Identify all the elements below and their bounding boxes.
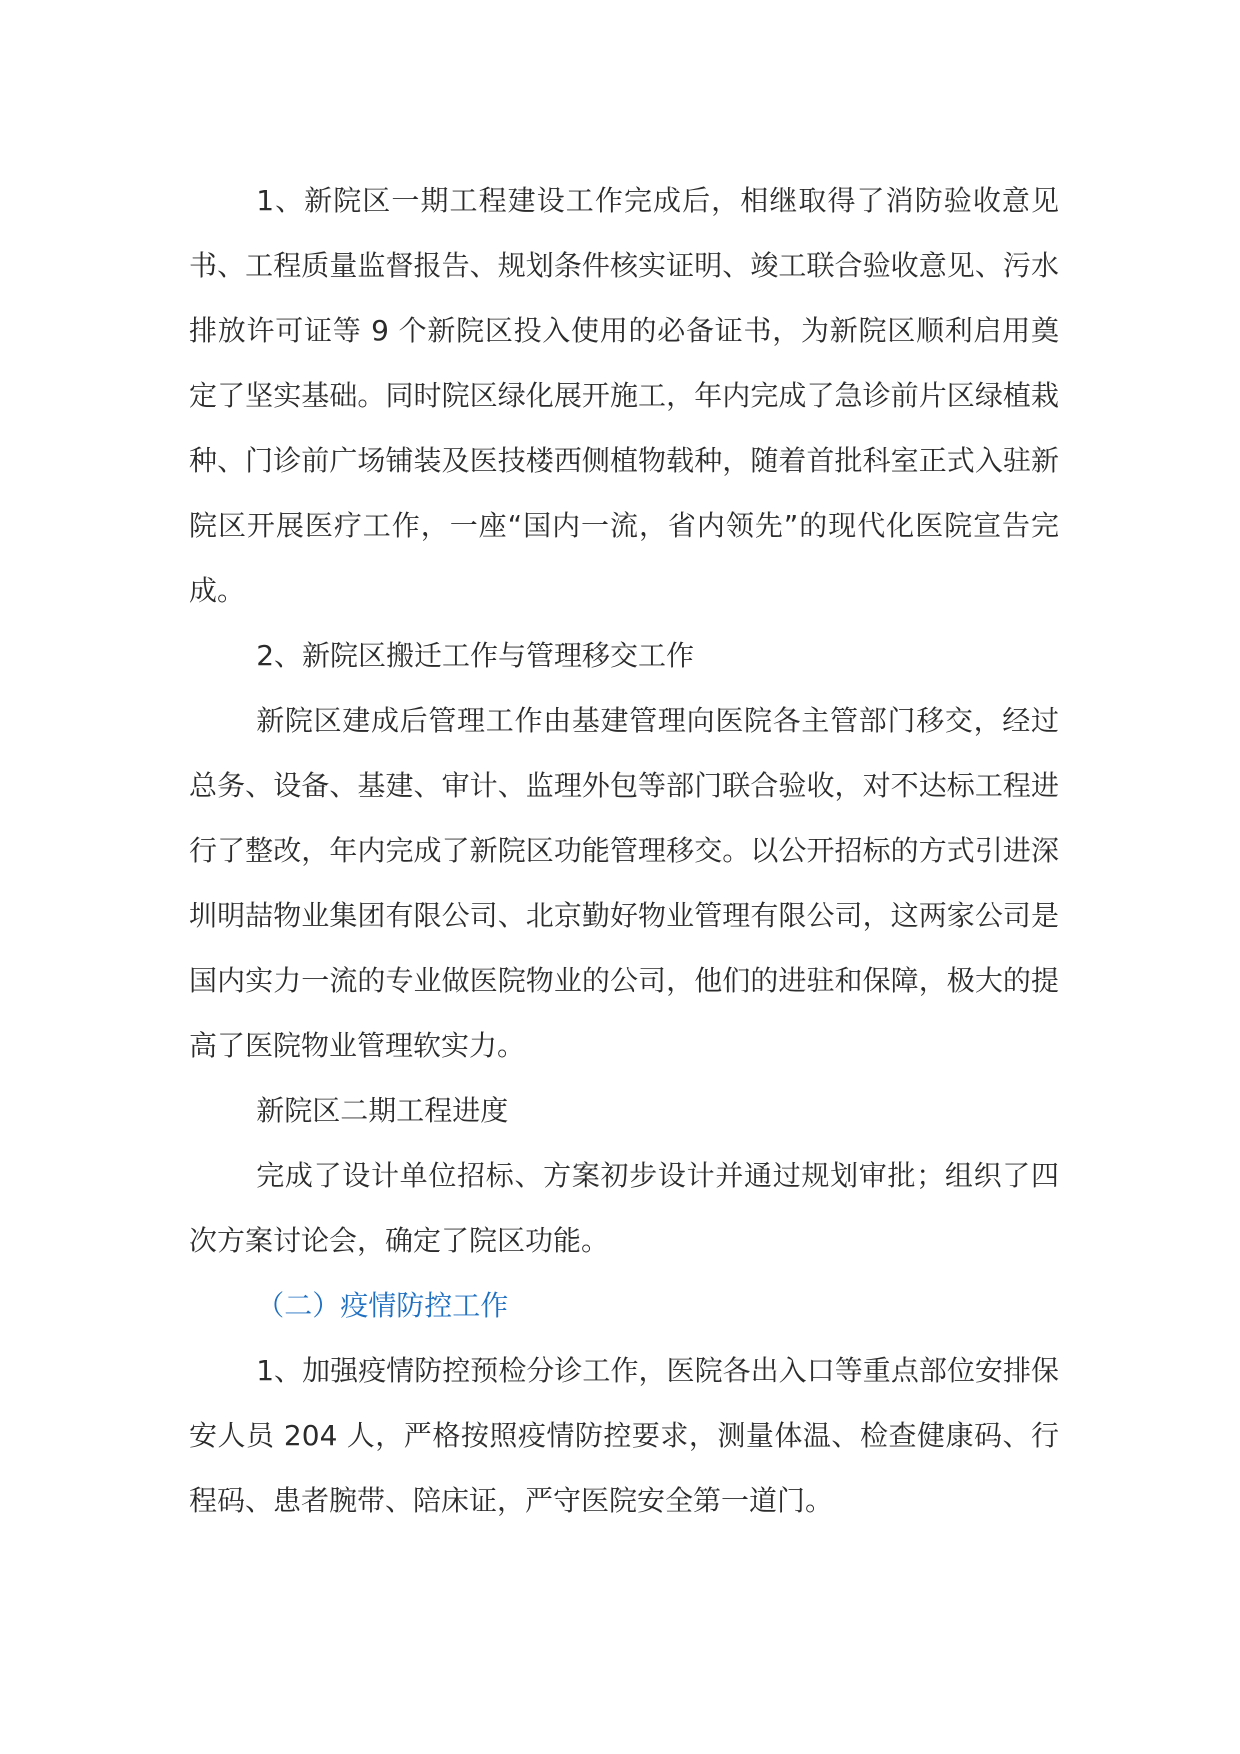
paragraph-phase-two-heading: 新院区二期工程进度 (256, 1094, 509, 1127)
document-body (189, 168, 1059, 1533)
paragraph-phase-one-completion: 1、新院区一期工程建设工作完成后，相继取得了消防验收意见书、工程质量监督报告、规划条件核实证明、竣工联合验收意见、污水排放许可证等 9 个新院区投入使用的必备证书，为新院区顺利启用奠定了坚实基础。同时院区绿化展开施工，年内完成了急诊前片区绿植栽种、门诊前广场铺装及医技楼西侧植物载种，随着首批科室正式入驻新院区开展医疗工作，一座“国内一流，省内领先”的现代化医院宣告完成。 (189, 184, 1059, 607)
paragraph-management-handover: 新院区建成后管理工作由基建管理向医院各主管部门移交，经过总务、设备、基建、审计、监理外包等部门联合验收，对不达标工程进行了整改，年内完成了新院区功能管理移交。以公开招标的方式引进深圳明喆物业集团有限公司、北京勤好物业管理有限公司，这两家公司是国内实力一流的专业做医院物业的公司，他们的进驻和保障，极大的提高了医院物业管理软实力。 (189, 704, 1059, 1062)
paragraph-phase-two-progress: 完成了设计单位招标、方案初步设计并通过规划审批；组织了四次方案讨论会，确定了院区功能。 (189, 1159, 1059, 1257)
paragraph-triage-work: 1、加强疫情防控预检分诊工作，医院各出入口等重点部位安排保安人员 204 人，严格按照疫情防控要求，测量体温、检查健康码、行程码、患者腕带、陪床证，严守医院安全第一道门。 (189, 1354, 1059, 1517)
paragraph-relocation-heading: 2、新院区搬迁工作与管理移交工作 (256, 639, 695, 672)
section-heading-epidemic-control: （二）疫情防控工作 (256, 1289, 509, 1322)
